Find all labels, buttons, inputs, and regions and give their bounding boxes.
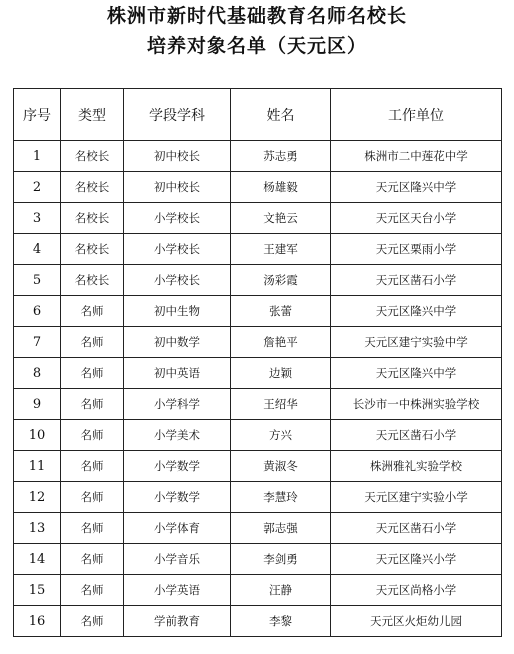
cell-type: 名校长 (61, 172, 124, 203)
table-row (14, 172, 502, 203)
cell-name: 杨雄毅 (231, 172, 331, 203)
cell-name: 詹艳平 (231, 327, 331, 358)
cell-subject: 初中校长 (124, 141, 231, 172)
cell-index: 12 (14, 482, 61, 513)
cell-workplace: 株洲市二中莲花中学 (331, 141, 502, 172)
cell-index: 3 (14, 203, 61, 234)
table-row (14, 358, 502, 389)
header-type: 类型 (61, 89, 124, 141)
cell-type: 名师 (61, 575, 124, 606)
cell-name: 文艳云 (231, 203, 331, 234)
table-row (14, 420, 502, 451)
cell-subject: 初中数学 (124, 327, 231, 358)
cell-type: 名校长 (61, 203, 124, 234)
cell-workplace: 天元区建宁实验小学 (331, 482, 502, 513)
table-row (14, 296, 502, 327)
cell-subject: 初中校长 (124, 172, 231, 203)
table-row (14, 482, 502, 513)
cell-subject: 小学科学 (124, 389, 231, 420)
cell-type: 名校长 (61, 265, 124, 296)
cell-name: 张蕾 (231, 296, 331, 327)
cell-type: 名师 (61, 544, 124, 575)
cell-name: 郭志强 (231, 513, 331, 544)
cell-index: 14 (14, 544, 61, 575)
document-subtitle: 培养对象名单（天元区） (146, 35, 367, 57)
header-workplace: 工作单位 (331, 89, 502, 141)
table-row (14, 203, 502, 234)
cell-workplace: 天元区隆兴中学 (331, 358, 502, 389)
cell-type: 名师 (61, 606, 124, 637)
table-row (14, 513, 502, 544)
cell-workplace: 株洲雅礼实验学校 (331, 451, 502, 482)
cell-workplace: 天元区火炬幼儿园 (331, 606, 502, 637)
cell-subject: 初中英语 (124, 358, 231, 389)
cell-subject: 小学音乐 (124, 544, 231, 575)
table-row (14, 606, 502, 637)
cell-subject: 小学校长 (124, 265, 231, 296)
cell-workplace: 天元区隆兴小学 (331, 544, 502, 575)
cell-subject: 小学校长 (124, 203, 231, 234)
cell-subject: 小学体育 (124, 513, 231, 544)
cell-index: 6 (14, 296, 61, 327)
table-row (14, 265, 502, 296)
table-row (14, 544, 502, 575)
table-row (14, 234, 502, 265)
cell-type: 名师 (61, 482, 124, 513)
cell-subject: 初中生物 (124, 296, 231, 327)
cell-name: 黄淑冬 (231, 451, 331, 482)
cell-subject: 小学数学 (124, 451, 231, 482)
cell-workplace: 天元区凿石小学 (331, 513, 502, 544)
header-name: 姓名 (231, 89, 331, 141)
cell-name: 汤彩霞 (231, 265, 331, 296)
table-row (14, 451, 502, 482)
cell-workplace: 天元区栗雨小学 (331, 234, 502, 265)
header-index: 序号 (14, 89, 61, 141)
cell-workplace: 天元区隆兴中学 (331, 172, 502, 203)
cell-workplace: 天元区凿石小学 (331, 265, 502, 296)
cell-index: 15 (14, 575, 61, 606)
cell-index: 8 (14, 358, 61, 389)
roster-body (14, 141, 502, 637)
cell-name: 汪静 (231, 575, 331, 606)
cell-index: 1 (14, 141, 61, 172)
table-row (14, 389, 502, 420)
cell-name: 边颖 (231, 358, 331, 389)
cell-index: 11 (14, 451, 61, 482)
cell-name: 李黎 (231, 606, 331, 637)
cell-type: 名师 (61, 358, 124, 389)
cell-name: 李剑勇 (231, 544, 331, 575)
table-row (14, 575, 502, 606)
cell-type: 名校长 (61, 234, 124, 265)
cell-subject: 小学美术 (124, 420, 231, 451)
cell-workplace: 天元区隆兴中学 (331, 296, 502, 327)
cell-workplace: 天元区凿石小学 (331, 420, 502, 451)
cell-type: 名师 (61, 513, 124, 544)
cell-type: 名师 (61, 451, 124, 482)
cell-type: 名师 (61, 389, 124, 420)
cell-index: 2 (14, 172, 61, 203)
cell-index: 16 (14, 606, 61, 637)
cell-subject: 小学校长 (124, 234, 231, 265)
cell-name: 王绍华 (231, 389, 331, 420)
cell-index: 4 (14, 234, 61, 265)
cell-name: 方兴 (231, 420, 331, 451)
roster-table (13, 88, 502, 637)
cell-type: 名师 (61, 420, 124, 451)
cell-name: 李慧玲 (231, 482, 331, 513)
cell-subject: 学前教育 (124, 606, 231, 637)
cell-workplace: 天元区建宁实验中学 (331, 327, 502, 358)
cell-index: 13 (14, 513, 61, 544)
table-row (14, 141, 502, 172)
document-title: 株洲市新时代基础教育名师名校长 (106, 5, 407, 27)
cell-name: 王建军 (231, 234, 331, 265)
cell-index: 7 (14, 327, 61, 358)
cell-type: 名校长 (61, 141, 124, 172)
cell-index: 5 (14, 265, 61, 296)
header-row (14, 89, 502, 141)
cell-type: 名师 (61, 327, 124, 358)
cell-name: 苏志勇 (231, 141, 331, 172)
cell-index: 10 (14, 420, 61, 451)
table-row (14, 327, 502, 358)
cell-subject: 小学数学 (124, 482, 231, 513)
cell-type: 名师 (61, 296, 124, 327)
cell-workplace: 天元区尚格小学 (331, 575, 502, 606)
header-subject: 学段学科 (124, 89, 231, 141)
cell-index: 9 (14, 389, 61, 420)
cell-subject: 小学英语 (124, 575, 231, 606)
cell-workplace: 长沙市一中株洲实验学校 (331, 389, 502, 420)
cell-workplace: 天元区天台小学 (331, 203, 502, 234)
